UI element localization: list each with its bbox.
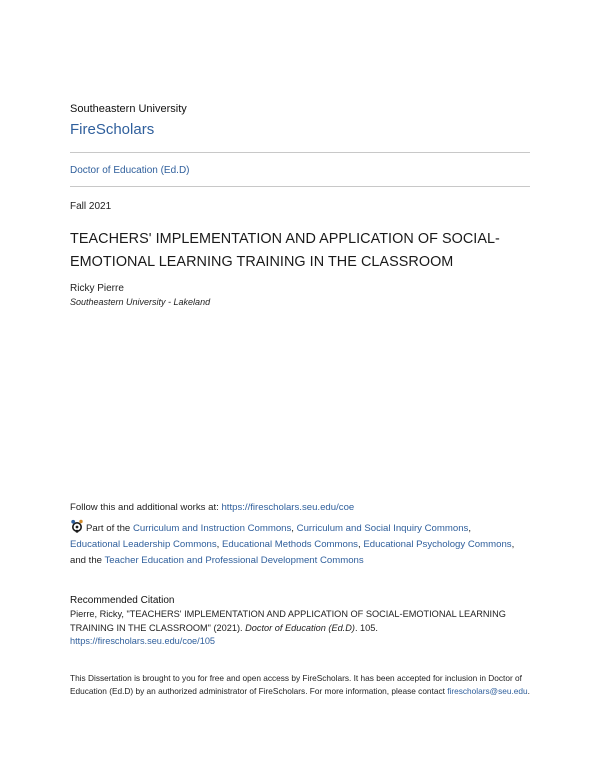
department-link[interactable]: Doctor of Education (Ed.D) — [70, 165, 190, 176]
university-name: Southeastern University — [70, 103, 187, 115]
commons-link-curriculum-instruction[interactable]: Curriculum and Instruction Commons — [132, 523, 292, 534]
notice-end: . — [527, 685, 530, 696]
commons-link-educational-methods[interactable]: Educational Methods Commons — [222, 539, 358, 550]
and-the-text: and the — [70, 555, 105, 566]
citation-journal: Doctor of Education (Ed.D) — [245, 622, 355, 633]
commons-link-educational-leadership[interactable]: Educational Leadership Commons — [70, 539, 217, 550]
separator: , — [357, 539, 364, 550]
separator: , — [468, 523, 471, 534]
contact-email-link[interactable]: firescholars@seu.edu — [447, 685, 528, 696]
follow-line — [70, 502, 354, 513]
citation-text-end: . 105. — [354, 622, 378, 633]
repository-link[interactable]: FireScholars — [70, 121, 155, 138]
citation-text: Pierre, Ricky, "TEACHERS' IMPLEMENTATION AND APPLICATION OF SOCIAL-EMOTIONAL LEARNING TRAINING IN THE CLASSROOM" (2021). — [70, 609, 506, 633]
citation-url-link[interactable]: https://firescholars.seu.edu/coe/105 — [70, 636, 216, 646]
commons-link-teacher-education[interactable]: Teacher Education and Professional Development Commons — [104, 555, 364, 566]
part-of-prefix: Part of the — [86, 523, 133, 534]
recommended-citation-text — [70, 608, 525, 649]
document-title — [70, 228, 540, 274]
recommended-citation-heading: Recommended Citation — [70, 595, 175, 606]
term: Fall 2021 — [70, 201, 112, 212]
separator: , — [511, 539, 515, 550]
author-name: Ricky Pierre — [70, 283, 124, 294]
notice-text: This Dissertation is brought to you for free and open access by FireScholars. It has been accepted for inclusion in Doctor of Education (Ed.D) by an authorized administrator of FireScholars. For more information, please contact — [70, 673, 522, 696]
separator: , — [216, 539, 222, 550]
access-notice — [70, 672, 530, 697]
network-commons-icon — [70, 519, 84, 533]
divider-middle — [70, 186, 530, 187]
separator: , — [291, 523, 297, 534]
follow-text: Follow this and additional works at: — [70, 502, 222, 513]
title-line-1: TEACHERS' IMPLEMENTATION AND APPLICATION OF SOCIAL- — [70, 231, 500, 247]
commons-link-educational-psychology[interactable]: Educational Psychology Commons — [363, 539, 512, 550]
author-affiliation: Southeastern University - Lakeland — [70, 297, 211, 307]
title-line-2: EMOTIONAL LEARNING TRAINING IN THE CLASSROOM — [70, 254, 454, 270]
part-of-block — [70, 519, 540, 569]
commons-link-curriculum-social-inquiry[interactable]: Curriculum and Social Inquiry Commons — [296, 523, 469, 534]
divider-top — [70, 152, 530, 153]
follow-url-link[interactable]: https://firescholars.seu.edu/coe — [221, 502, 355, 513]
